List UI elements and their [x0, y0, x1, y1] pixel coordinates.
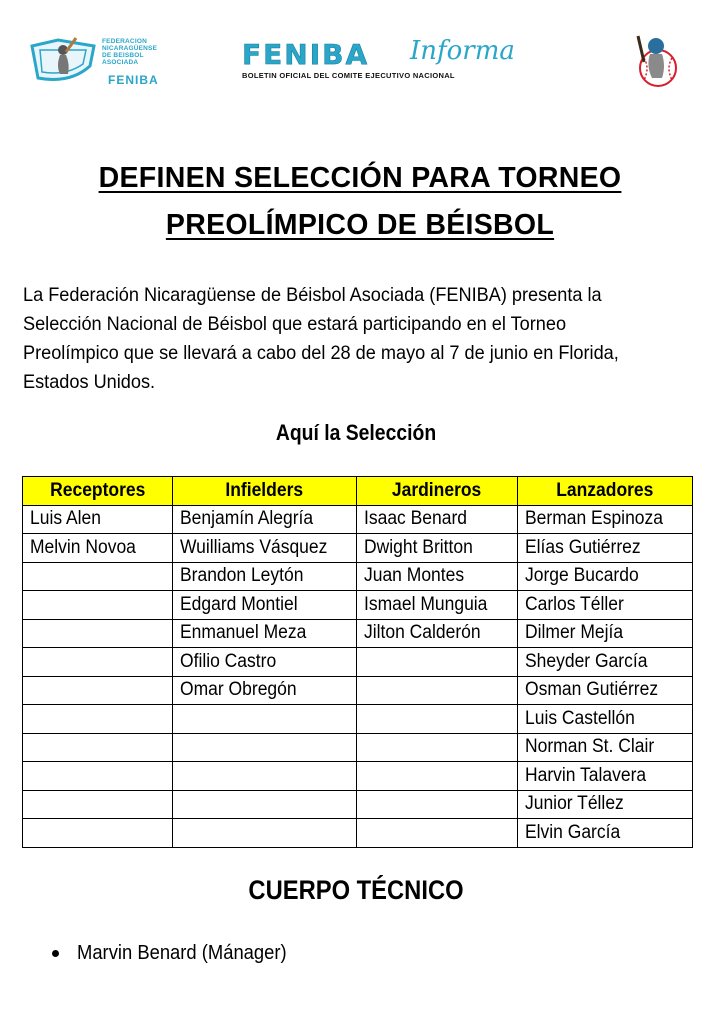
- table-cell: [357, 762, 518, 791]
- table-cell: Jilton Calderón: [357, 619, 518, 648]
- table-cell: [23, 705, 173, 734]
- table-cell: Jorge Bucardo: [518, 562, 693, 591]
- table-cell: Norman St. Clair: [518, 733, 693, 762]
- table-cell: Benjamín Alegría: [173, 505, 357, 534]
- table-row: [23, 819, 693, 848]
- table-cell: Enmanuel Meza: [173, 619, 357, 648]
- table-cell: Isaac Benard: [357, 505, 518, 534]
- table-row: [23, 534, 693, 563]
- logo-feniba-label: FENIBA: [108, 73, 159, 87]
- table-row: [23, 591, 693, 620]
- table-cell: [23, 676, 173, 705]
- table-cell: Berman Espinoza: [518, 505, 693, 534]
- table-cell: Luis Alen: [23, 505, 173, 534]
- list-item: Marvin Benard (Mánager): [52, 942, 305, 965]
- table-cell: [23, 790, 173, 819]
- table-cell: [173, 819, 357, 848]
- roster-body: [23, 505, 693, 847]
- table-row: [23, 648, 693, 677]
- intro-paragraph: La Federación Nicaragüense de Béisbol Asociada (FENIBA) presenta la Selección Nacional de Béisbol que estará participando en el Torneo Preolímpico que se llevará a cabo del 28 de mayo al 7 de junio en Florida, Estados Unidos.: [23, 284, 619, 393]
- table-cell: Luis Castellón: [518, 705, 693, 734]
- table-cell: Ismael Munguia: [357, 591, 518, 620]
- bulletin-subtitle: BOLETIN OFICIAL DEL COMITE EJECUTIVO NACIONAL: [242, 71, 455, 80]
- table-row: [23, 676, 693, 705]
- selection-heading: Aquí la Selección: [275, 420, 437, 445]
- table-cell: [173, 790, 357, 819]
- feniba-informa-banner: [238, 38, 553, 83]
- baseball-player-shield-icon: [30, 36, 100, 84]
- table-row: [23, 733, 693, 762]
- table-row: [23, 619, 693, 648]
- table-cell: Juan Montes: [357, 562, 518, 591]
- headline-line-2: PREOLÍMPICO DE BÉISBOL: [165, 209, 555, 241]
- staff-heading: CUERPO TÉCNICO: [248, 875, 464, 905]
- brand-script: Informa: [410, 36, 515, 66]
- table-cell: [357, 705, 518, 734]
- column-header-lanzadores: Lanzadores: [518, 477, 693, 506]
- table-cell: [23, 619, 173, 648]
- table-cell: Ofilio Castro: [173, 648, 357, 677]
- column-header-infielders: Infielders: [173, 477, 357, 506]
- table-cell: [357, 733, 518, 762]
- bullet-icon: [52, 950, 59, 957]
- table-cell: [23, 762, 173, 791]
- table-cell: [357, 819, 518, 848]
- table-cell: [23, 819, 173, 848]
- table-cell: Harvin Talavera: [518, 762, 693, 791]
- feniba-federation-logo: [30, 30, 175, 90]
- table-row: [23, 562, 693, 591]
- table-cell: [357, 790, 518, 819]
- table-cell: [173, 705, 357, 734]
- table-cell: Wuilliams Vásquez: [173, 534, 357, 563]
- table-cell: [357, 648, 518, 677]
- table-row: [23, 762, 693, 791]
- table-cell: Melvin Novoa: [23, 534, 173, 563]
- table-cell: [23, 648, 173, 677]
- headline-line-1: DEFINEN SELECCIÓN PARA TORNEO: [98, 162, 622, 194]
- table-cell: Carlos Téller: [518, 591, 693, 620]
- table-cell: Junior Téllez: [518, 790, 693, 819]
- table-cell: [23, 562, 173, 591]
- roster-table: [22, 476, 693, 848]
- table-cell: [173, 762, 357, 791]
- roster-header-row: [23, 477, 693, 506]
- table-cell: Edgard Montiel: [173, 591, 357, 620]
- table-row: [23, 790, 693, 819]
- table-cell: Osman Gutiérrez: [518, 676, 693, 705]
- table-cell: Brandon Leytón: [173, 562, 357, 591]
- table-cell: Elías Gutiérrez: [518, 534, 693, 563]
- column-header-receptores: Receptores: [23, 477, 173, 506]
- table-cell: Dwight Britton: [357, 534, 518, 563]
- baseball-mascot-icon: [622, 32, 686, 87]
- table-cell: Dilmer Mejía: [518, 619, 693, 648]
- brand-name: FENIBA: [242, 38, 370, 71]
- federation-name-text: FEDERACION NICARAGÜENSE DE BEISBOL ASOCIADA: [102, 38, 158, 66]
- column-header-jardineros: Jardineros: [357, 477, 518, 506]
- table-cell: [23, 733, 173, 762]
- table-row: [23, 505, 693, 534]
- table-cell: Omar Obregón: [173, 676, 357, 705]
- table-cell: [23, 591, 173, 620]
- table-cell: [357, 676, 518, 705]
- bulletin-header: [0, 0, 720, 100]
- staff-list: [52, 942, 305, 965]
- table-cell: Elvin García: [518, 819, 693, 848]
- table-cell: Sheyder García: [518, 648, 693, 677]
- table-cell: [173, 733, 357, 762]
- table-row: [23, 705, 693, 734]
